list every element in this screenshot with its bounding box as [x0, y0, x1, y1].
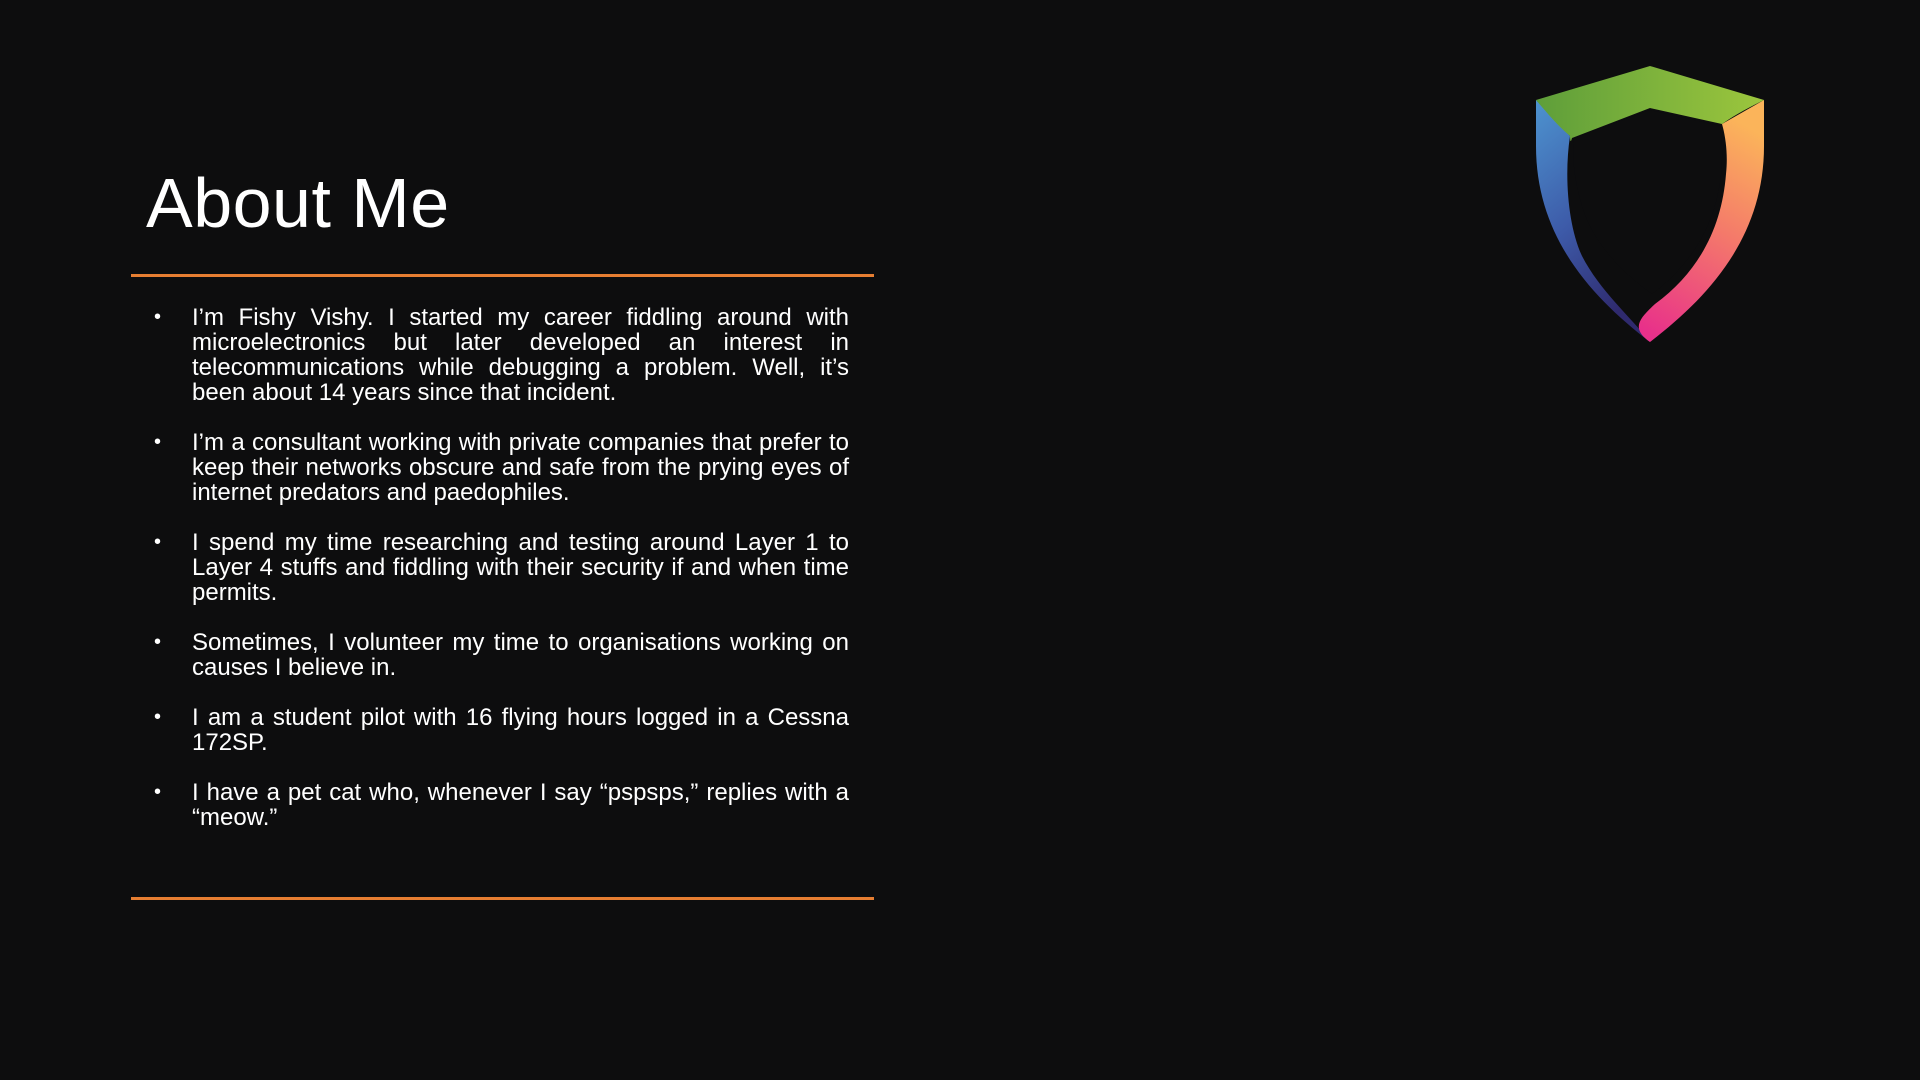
- bullet-item: [152, 430, 849, 505]
- bullet-text: Sometimes, I volunteer my time to organisations working on causes I believe in.: [192, 629, 849, 681]
- bullet-glyph: •: [154, 306, 162, 328]
- bullet-item: [152, 530, 849, 605]
- bullet-item: [152, 780, 849, 830]
- bullet-glyph: •: [154, 531, 162, 553]
- bullet-glyph: •: [154, 781, 162, 803]
- bullet-glyph: •: [154, 706, 162, 728]
- bullet-item: [152, 305, 849, 405]
- bullet-item: [152, 630, 849, 680]
- bottom-divider: [131, 897, 874, 900]
- bullet-item: [152, 705, 849, 755]
- bullet-text: I spend my time researching and testing around Layer 1 to Layer 4 stuffs and fiddling with their security if and when time permits.: [192, 529, 849, 606]
- bullet-text: I’m a consultant working with private companies that prefer to keep their networks obscure and safe from the prying eyes of internet predators and paedophiles.: [192, 429, 849, 506]
- top-divider: [131, 274, 874, 277]
- bullet-text: I’m Fishy Vishy. I started my career fiddling around with microelectronics but later developed an interest in telecommunications while debugging a problem. Well, it’s been about 14 years since that incident.: [192, 304, 849, 406]
- slide-title: About Me: [146, 164, 450, 242]
- bullet-text: I have a pet cat who, whenever I say “pspsps,” replies with a “meow.”: [192, 779, 849, 831]
- bullet-list: [152, 305, 849, 855]
- bullet-text: I am a student pilot with 16 flying hours logged in a Cessna 172SP.: [192, 704, 849, 756]
- bullet-glyph: •: [154, 631, 162, 653]
- bullet-glyph: •: [154, 431, 162, 453]
- shield-logo-icon: [1530, 66, 1770, 346]
